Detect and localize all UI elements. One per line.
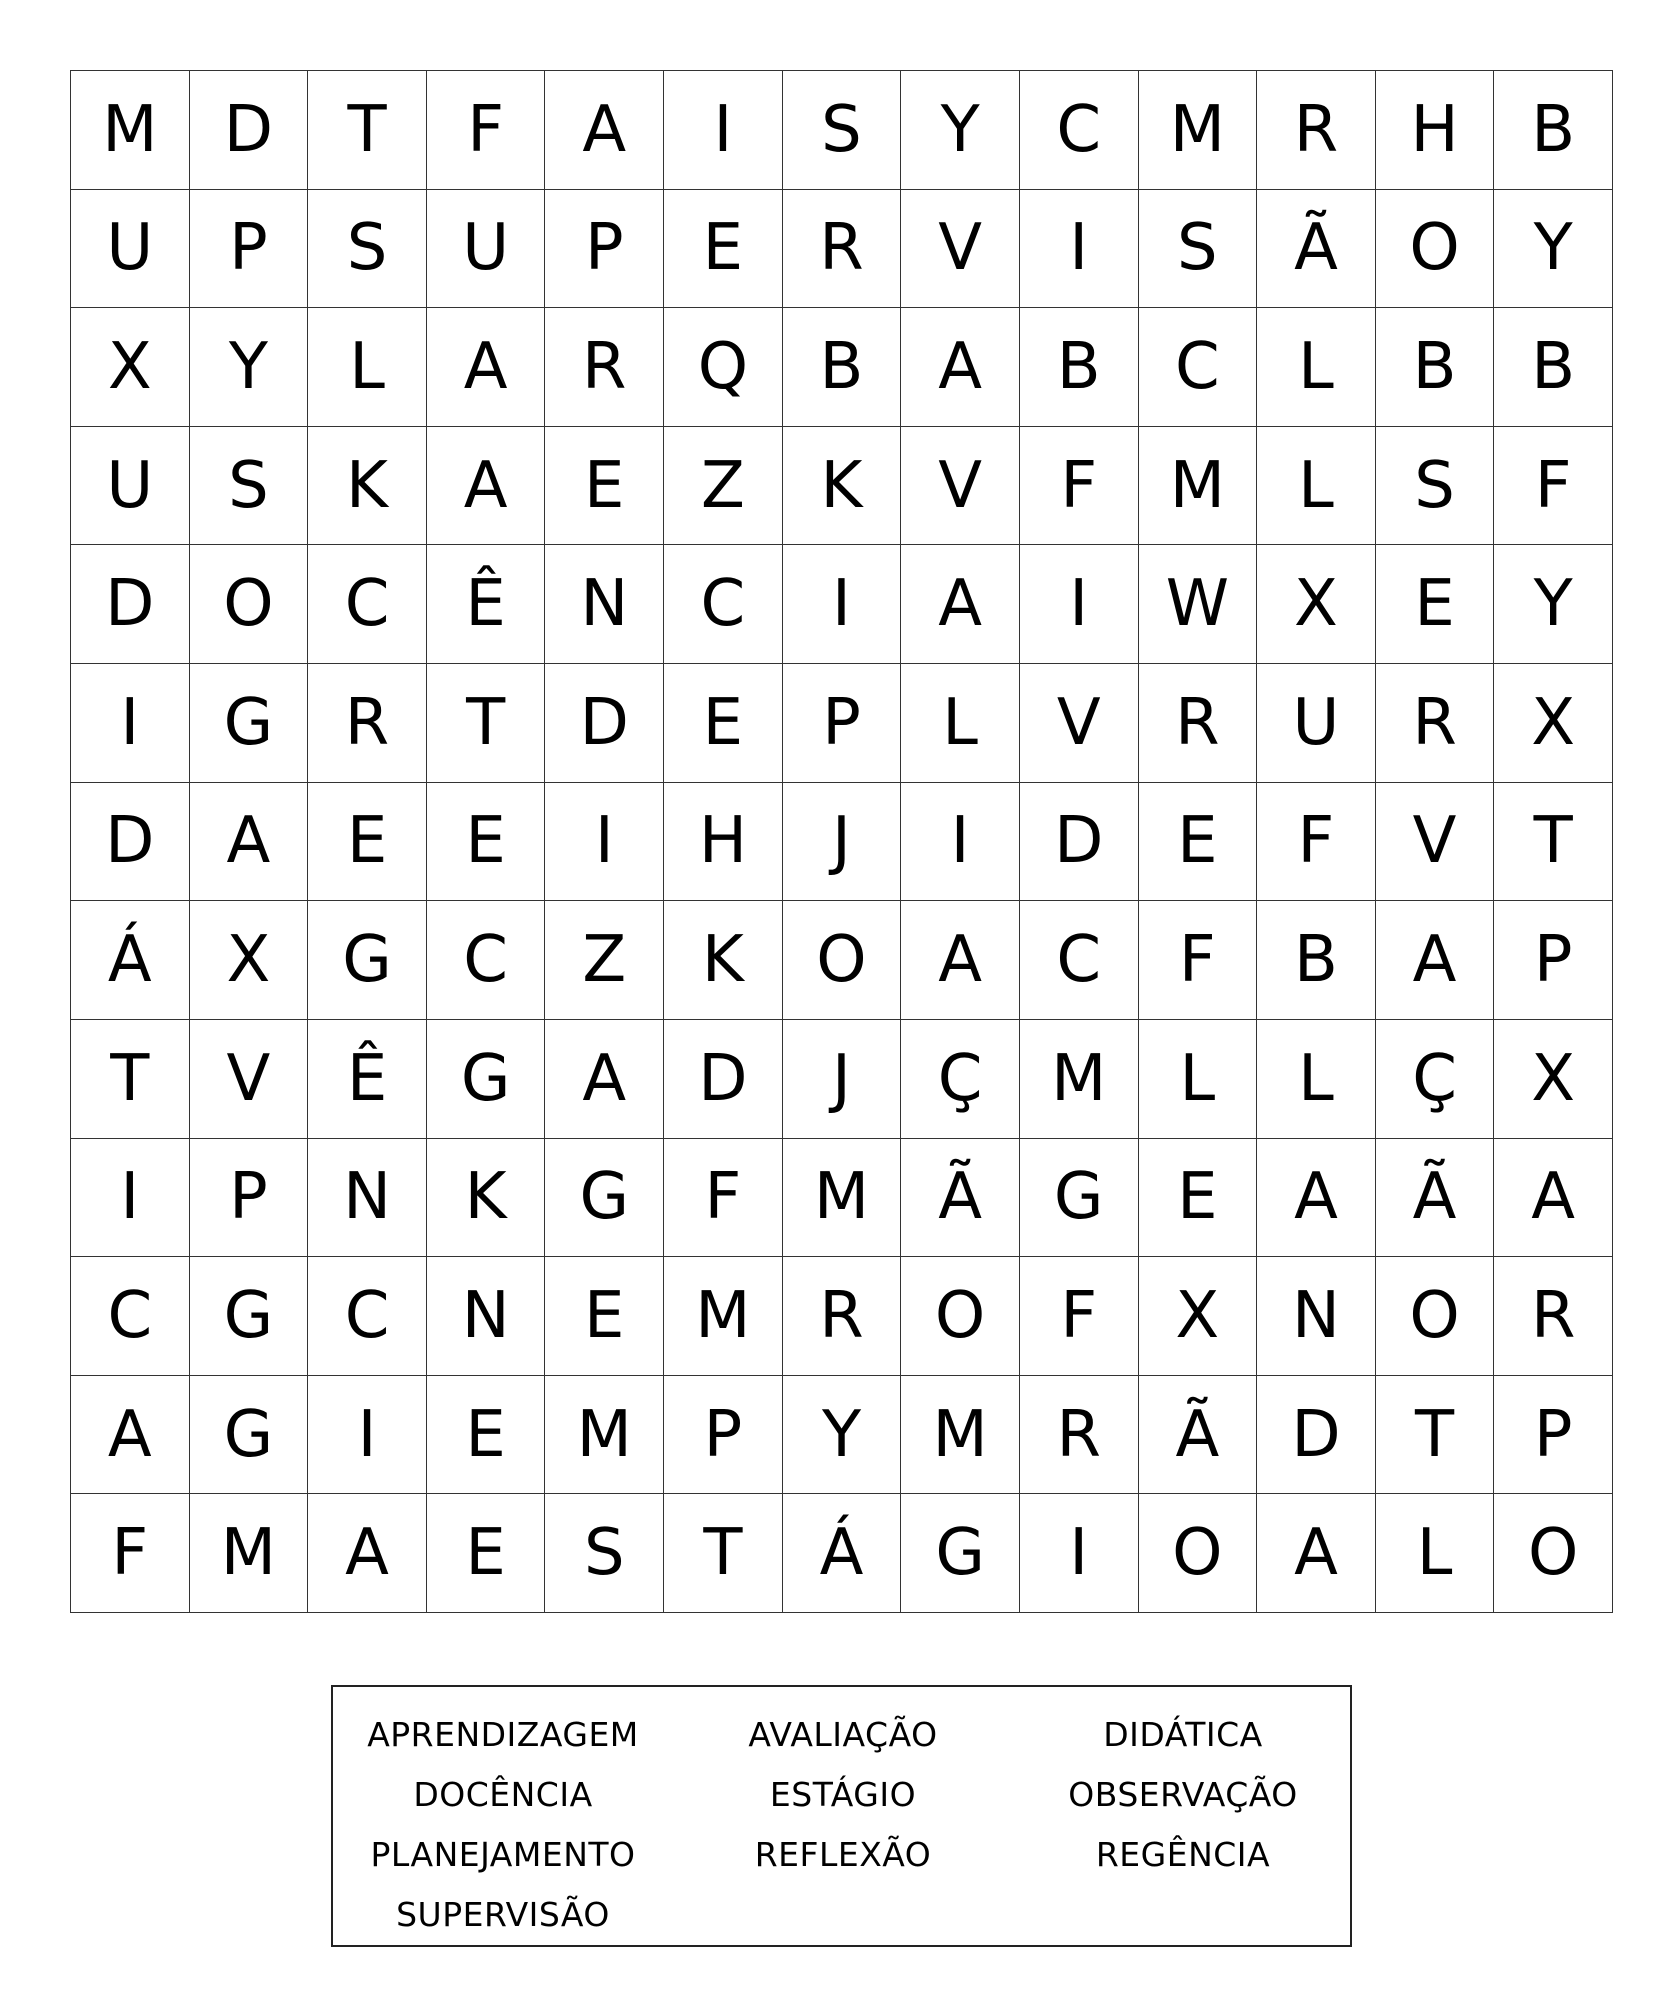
grid-cell[interactable]: S [1139, 190, 1258, 309]
grid-cell[interactable]: F [1257, 783, 1376, 902]
grid-cell[interactable]: Ê [308, 1020, 427, 1139]
grid-cell[interactable]: N [545, 545, 664, 664]
grid-cell[interactable]: A [901, 308, 1020, 427]
grid-cell[interactable]: T [1494, 783, 1613, 902]
grid-cell[interactable]: R [783, 190, 902, 309]
grid-cell[interactable]: D [545, 664, 664, 783]
grid-cell[interactable]: Ã [1139, 1376, 1258, 1495]
grid-cell[interactable]: R [783, 1257, 902, 1376]
grid-cell[interactable]: U [71, 190, 190, 309]
grid-cell[interactable]: D [1020, 783, 1139, 902]
grid-cell[interactable]: U [71, 427, 190, 546]
grid-cell[interactable]: A [1257, 1494, 1376, 1613]
grid-cell[interactable]: D [190, 71, 309, 190]
grid-cell[interactable]: R [1494, 1257, 1613, 1376]
grid-cell[interactable]: L [308, 308, 427, 427]
grid-cell[interactable]: I [71, 1139, 190, 1258]
grid-cell[interactable]: P [545, 190, 664, 309]
grid-cell[interactable]: C [664, 545, 783, 664]
grid-cell[interactable]: E [427, 1494, 546, 1613]
grid-cell[interactable]: E [1139, 783, 1258, 902]
grid-cell[interactable]: Q [664, 308, 783, 427]
grid-cell[interactable]: A [901, 901, 1020, 1020]
grid-cell[interactable]: N [1257, 1257, 1376, 1376]
grid-cell[interactable]: O [901, 1257, 1020, 1376]
grid-cell[interactable]: O [1376, 190, 1495, 309]
word-regencia: REGÊNCIA [1095, 1835, 1271, 1874]
grid-cell[interactable]: G [190, 664, 309, 783]
grid-cell[interactable]: M [783, 1139, 902, 1258]
grid-cell[interactable]: B [1494, 308, 1613, 427]
grid-cell[interactable]: J [783, 783, 902, 902]
grid-cell[interactable]: M [1139, 427, 1258, 546]
grid-cell[interactable]: Ç [1376, 1020, 1495, 1139]
grid-cell[interactable]: T [71, 1020, 190, 1139]
grid-cell[interactable]: X [1494, 664, 1613, 783]
grid-cell[interactable]: X [190, 901, 309, 1020]
grid-cell[interactable]: C [308, 1257, 427, 1376]
grid-cell[interactable]: V [1020, 664, 1139, 783]
grid-cell[interactable]: J [783, 1020, 902, 1139]
grid-cell[interactable]: I [545, 783, 664, 902]
grid-cell[interactable]: L [1376, 1494, 1495, 1613]
grid-cell[interactable]: G [427, 1020, 546, 1139]
grid-cell[interactable]: U [427, 190, 546, 309]
grid-cell[interactable]: I [1020, 190, 1139, 309]
grid-cell[interactable]: G [190, 1257, 309, 1376]
grid-cell[interactable]: G [901, 1494, 1020, 1613]
grid-cell[interactable]: P [190, 190, 309, 309]
grid-cell[interactable]: A [427, 308, 546, 427]
grid-cell[interactable]: E [427, 1376, 546, 1495]
grid-cell[interactable]: O [1494, 1494, 1613, 1613]
grid-cell[interactable]: A [190, 783, 309, 902]
grid-cell[interactable]: C [1139, 308, 1258, 427]
grid-cell[interactable]: H [1376, 71, 1495, 190]
grid-cell[interactable]: N [427, 1257, 546, 1376]
grid-cell[interactable]: F [1139, 901, 1258, 1020]
grid-cell[interactable]: X [1139, 1257, 1258, 1376]
grid-cell[interactable]: Á [71, 901, 190, 1020]
grid-cell[interactable]: P [783, 664, 902, 783]
grid-cell[interactable]: G [1020, 1139, 1139, 1258]
grid-cell[interactable]: M [1020, 1020, 1139, 1139]
grid-cell[interactable]: I [664, 71, 783, 190]
grid-cell[interactable]: X [1494, 1020, 1613, 1139]
grid-cell[interactable]: S [308, 190, 427, 309]
grid-cell[interactable]: L [901, 664, 1020, 783]
grid-cell[interactable]: A [427, 427, 546, 546]
grid-cell[interactable]: S [190, 427, 309, 546]
grid-cell[interactable]: Ê [427, 545, 546, 664]
grid-cell[interactable]: O [190, 545, 309, 664]
grid-cell[interactable]: Ã [1257, 190, 1376, 309]
grid-cell[interactable]: F [1494, 427, 1613, 546]
word-search-grid [70, 70, 1613, 1613]
grid-cell[interactable]: R [1139, 664, 1258, 783]
grid-cell[interactable]: G [308, 901, 427, 1020]
grid-cell[interactable]: Y [1494, 190, 1613, 309]
grid-cell[interactable]: K [308, 427, 427, 546]
grid-cell[interactable]: B [1494, 71, 1613, 190]
grid-cell[interactable]: I [1020, 1494, 1139, 1613]
grid-cell[interactable]: E [545, 427, 664, 546]
grid-cell[interactable]: C [308, 545, 427, 664]
grid-cell[interactable]: R [545, 308, 664, 427]
grid-cell[interactable]: Y [901, 71, 1020, 190]
grid-cell[interactable]: R [1257, 71, 1376, 190]
grid-cell[interactable]: O [1376, 1257, 1495, 1376]
grid-cell[interactable]: W [1139, 545, 1258, 664]
grid-cell[interactable]: V [901, 190, 1020, 309]
grid-cell[interactable]: V [1376, 783, 1495, 902]
grid-cell[interactable]: E [1139, 1139, 1258, 1258]
grid-cell[interactable]: B [1257, 901, 1376, 1020]
grid-cell[interactable]: K [783, 427, 902, 546]
grid-cell[interactable]: V [901, 427, 1020, 546]
grid-cell[interactable]: E [545, 1257, 664, 1376]
grid-cell[interactable]: M [1139, 71, 1258, 190]
grid-cell[interactable]: M [901, 1376, 1020, 1495]
grid-cell[interactable]: S [1376, 427, 1495, 546]
grid-cell[interactable]: I [783, 545, 902, 664]
grid-cell[interactable]: C [1020, 71, 1139, 190]
grid-cell[interactable]: T [1376, 1376, 1495, 1495]
grid-cell[interactable]: P [190, 1139, 309, 1258]
grid-cell[interactable]: T [427, 664, 546, 783]
grid-cell[interactable]: T [664, 1494, 783, 1613]
grid-cell[interactable]: A [545, 1020, 664, 1139]
grid-cell[interactable]: Ã [901, 1139, 1020, 1258]
grid-cell[interactable]: C [71, 1257, 190, 1376]
grid-cell[interactable]: L [1139, 1020, 1258, 1139]
grid-cell[interactable]: M [190, 1494, 309, 1613]
grid-cell[interactable]: X [1257, 545, 1376, 664]
grid-cell[interactable]: T [308, 71, 427, 190]
grid-cell[interactable]: G [545, 1139, 664, 1258]
word-list-column-2 [673, 1705, 1013, 1885]
grid-cell[interactable]: F [664, 1139, 783, 1258]
grid-cell[interactable]: Y [783, 1376, 902, 1495]
grid-cell[interactable]: E [427, 783, 546, 902]
word-docencia: DOCÊNCIA [413, 1775, 593, 1814]
grid-cell[interactable]: I [901, 783, 1020, 902]
grid-cell[interactable]: N [308, 1139, 427, 1258]
grid-cell[interactable]: F [71, 1494, 190, 1613]
grid-cell[interactable]: A [1494, 1139, 1613, 1258]
grid-cell[interactable]: A [545, 71, 664, 190]
grid-cell[interactable]: L [1257, 308, 1376, 427]
grid-cell[interactable]: C [427, 901, 546, 1020]
grid-cell[interactable]: F [427, 71, 546, 190]
grid-cell[interactable]: Ç [901, 1020, 1020, 1139]
grid-cell[interactable]: E [664, 190, 783, 309]
grid-cell[interactable]: U [1257, 664, 1376, 783]
grid-cell[interactable]: M [71, 71, 190, 190]
grid-cell[interactable]: A [1376, 901, 1495, 1020]
grid-cell[interactable]: A [1257, 1139, 1376, 1258]
grid-cell[interactable]: I [308, 1376, 427, 1495]
grid-cell[interactable]: O [1139, 1494, 1258, 1613]
grid-cell[interactable]: B [783, 308, 902, 427]
grid-cell[interactable]: L [1257, 427, 1376, 546]
grid-cell[interactable]: I [1020, 545, 1139, 664]
grid-cell[interactable]: D [71, 783, 190, 902]
grid-cell[interactable]: D [1257, 1376, 1376, 1495]
grid-cell[interactable]: M [664, 1257, 783, 1376]
word-reflexao: REFLEXÃO [754, 1835, 932, 1874]
grid-cell[interactable]: A [308, 1494, 427, 1613]
grid-cell[interactable]: G [190, 1376, 309, 1495]
grid-cell[interactable]: R [1376, 664, 1495, 783]
grid-cell[interactable]: I [71, 664, 190, 783]
grid-cell[interactable]: A [71, 1376, 190, 1495]
grid-cell[interactable]: Z [545, 901, 664, 1020]
grid-cell[interactable]: Y [1494, 545, 1613, 664]
word-didatica: DIDÁTICA [1103, 1715, 1263, 1754]
word-planejamento: PLANEJAMENTO [370, 1835, 636, 1874]
grid-cell[interactable]: E [1376, 545, 1495, 664]
grid-cell[interactable]: R [308, 664, 427, 783]
grid-cell[interactable]: P [664, 1376, 783, 1495]
grid-cell[interactable]: B [1020, 308, 1139, 427]
word-list-column-3 [1013, 1705, 1353, 1885]
grid-cell[interactable]: F [1020, 1257, 1139, 1376]
grid-cell[interactable]: D [71, 545, 190, 664]
grid-cell[interactable]: E [308, 783, 427, 902]
word-aprendizagem: APRENDIZAGEM [367, 1715, 639, 1754]
grid-cell[interactable]: X [71, 308, 190, 427]
grid-cell[interactable]: B [1376, 308, 1495, 427]
grid-cell[interactable]: Y [190, 308, 309, 427]
grid-cell[interactable]: V [190, 1020, 309, 1139]
grid-cell[interactable]: S [783, 71, 902, 190]
grid-cell[interactable]: Z [664, 427, 783, 546]
word-avaliacao: AVALIAÇÃO [748, 1715, 938, 1754]
grid-cell[interactable]: O [783, 901, 902, 1020]
grid-cell[interactable]: Á [783, 1494, 902, 1613]
grid-cell[interactable]: S [545, 1494, 664, 1613]
grid-cell[interactable]: C [1020, 901, 1139, 1020]
grid-cell[interactable]: P [1494, 1376, 1613, 1495]
word-supervisao: SUPERVISÃO [396, 1895, 610, 1934]
grid-cell[interactable]: D [664, 1020, 783, 1139]
grid-cell[interactable]: H [664, 783, 783, 902]
grid-cell[interactable]: K [664, 901, 783, 1020]
grid-cell[interactable]: K [427, 1139, 546, 1258]
grid-cell[interactable]: R [1020, 1376, 1139, 1495]
grid-cell[interactable]: P [1494, 901, 1613, 1020]
grid-cell[interactable]: E [664, 664, 783, 783]
grid-cell[interactable]: F [1020, 427, 1139, 546]
word-list-column-1 [333, 1705, 673, 1945]
grid-cell[interactable]: M [545, 1376, 664, 1495]
grid-cell[interactable]: Ã [1376, 1139, 1495, 1258]
word-observacao: OBSERVAÇÃO [1068, 1775, 1298, 1814]
grid-cell[interactable]: L [1257, 1020, 1376, 1139]
word-estagio: ESTÁGIO [769, 1775, 917, 1814]
grid-cell[interactable]: A [901, 545, 1020, 664]
word-list-box [331, 1685, 1352, 1947]
